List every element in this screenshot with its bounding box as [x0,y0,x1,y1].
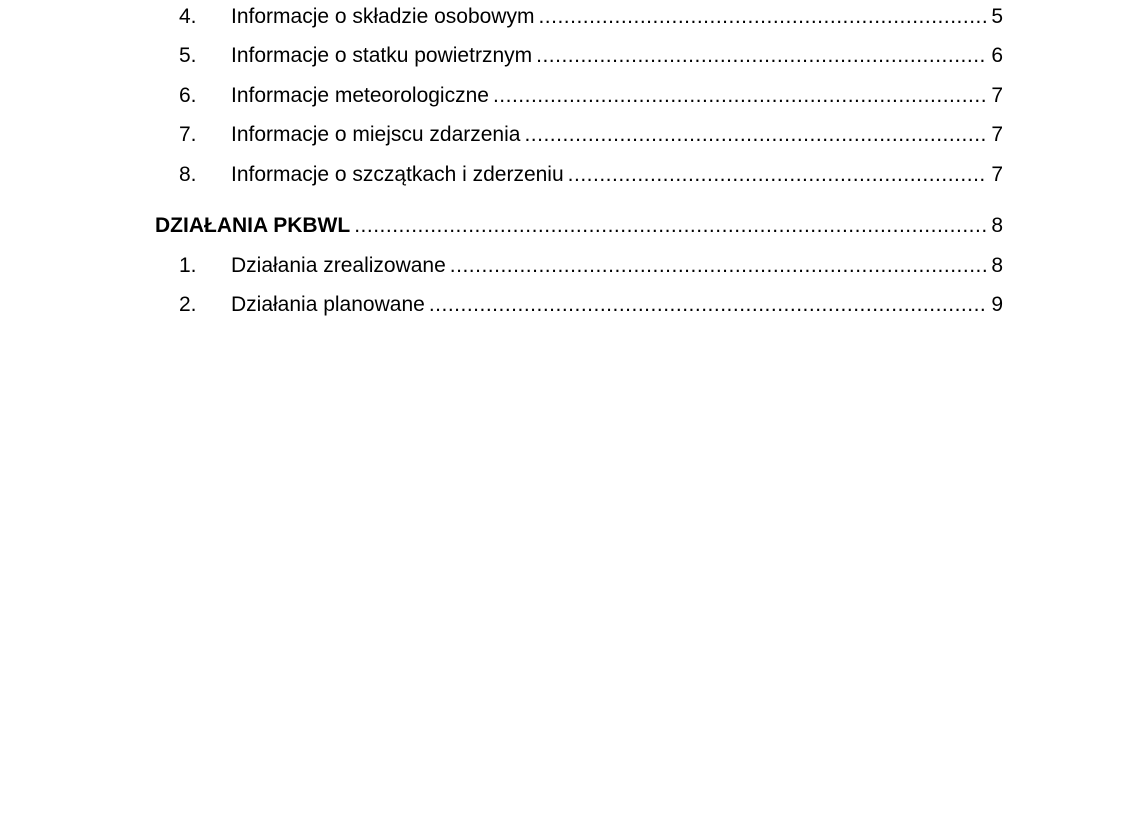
toc-page-number: 5 [991,5,1003,28]
toc-entry-site-info[interactable] [179,122,1003,148]
toc-entry-title: Działania planowane [231,293,425,316]
toc-entry-number: 7. [179,123,197,146]
toc-dot-leader [536,43,987,69]
toc-entry-title: Działania zrealizowane [231,254,446,277]
toc-page-number: 7 [991,84,1003,107]
toc-entry-title: Informacje o statku powietrznym [231,44,533,67]
toc-dot-leader [568,162,988,188]
toc-entry-planned-actions[interactable] [179,292,1003,318]
toc-dot-leader [450,253,988,279]
toc-entry-completed-actions[interactable] [179,253,1003,279]
toc-dot-leader [524,122,987,148]
toc-page-number: 6 [991,44,1003,67]
toc-entry-crew-info[interactable] [179,4,1003,30]
toc-section-pkbwl-actions[interactable] [155,213,1003,239]
toc-entry-number: 5. [179,44,197,67]
toc-page-number: 7 [991,163,1003,186]
toc-entry-number: 2. [179,293,197,316]
toc-page-number: 9 [991,293,1003,316]
toc-section-title: DZIAŁANIA PKBWL [155,214,351,237]
toc-page-number: 8 [991,214,1003,237]
toc-entry-number: 1. [179,254,197,277]
toc-entry-number: 6. [179,84,197,107]
toc-entry-meteo-info[interactable] [179,83,1003,109]
toc-dot-leader [429,292,988,318]
toc-entry-title: Informacje o składzie osobowym [231,5,535,28]
toc-page-number: 8 [991,254,1003,277]
toc-entry-number: 8. [179,163,197,186]
toc-entry-title: Informacje meteorologiczne [231,84,489,107]
toc-entry-wreckage-info[interactable] [179,162,1003,188]
toc-entry-title: Informacje o miejscu zdarzenia [231,123,521,146]
toc-entry-title: Informacje o szczątkach i zderzeniu [231,163,564,186]
toc-dot-leader [538,4,987,30]
toc-dot-leader [493,83,987,109]
toc-page-number: 7 [991,123,1003,146]
toc-entry-aircraft-info[interactable] [179,43,1003,69]
toc-entry-number: 4. [179,5,197,28]
toc-dot-leader [354,213,987,239]
